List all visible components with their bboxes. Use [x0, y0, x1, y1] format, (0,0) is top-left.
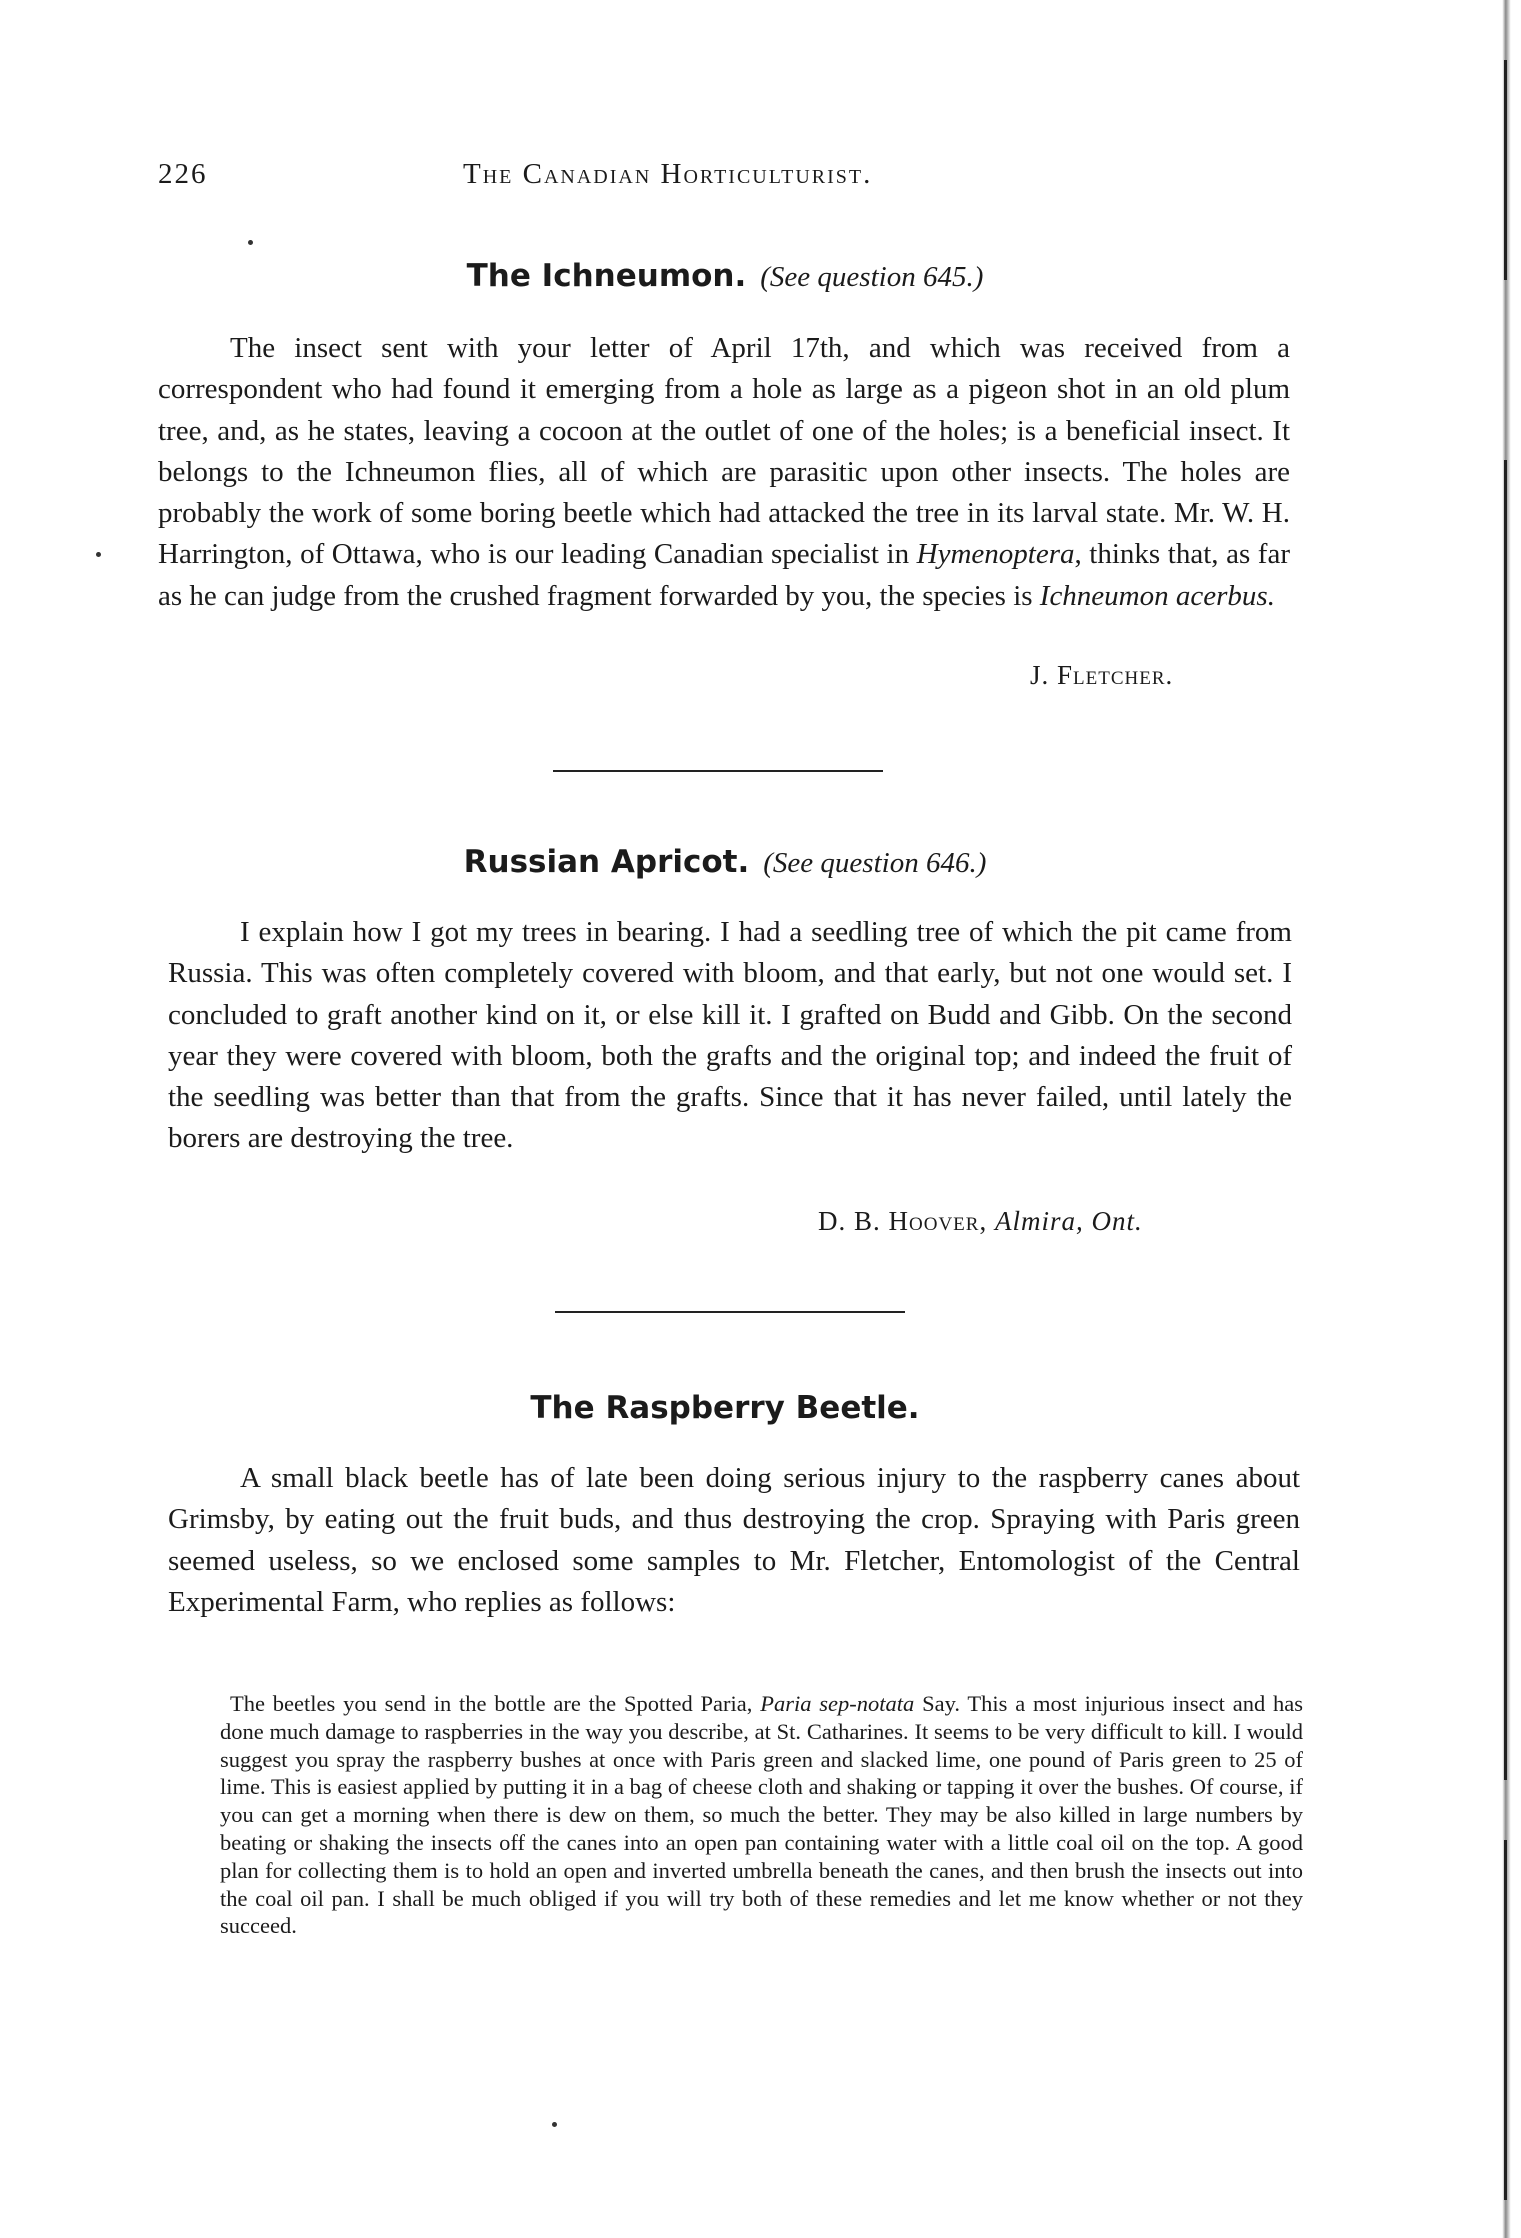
russian-apricot-signature-place: Almira, Ont. — [994, 1206, 1143, 1236]
binding-mark — [1504, 60, 1507, 280]
quote-species-name: Paria sep-notata — [760, 1691, 915, 1716]
section-divider — [555, 1311, 905, 1313]
section-title-raspberry-beetle — [150, 1390, 1300, 1426]
quote-text-part2: Say. This a most injurious insect and has done much damage to raspberries in the way you describe, at St. Catharines. It seems to be very difficult to kill. I would suggest you spray the raspberry bushes at once with Paris green and slacked lime, one pound of Paris green to 25 of lime. This is easiest applied by putting it in a bag of cheese cloth and shaking or tapping it over the bushes. Of course, if you can get a morning when there is dew on them, so much the better. They may be also killed in large numbers by beating or shaking the insects off the canes into an open pan containing water with a little coal oil on the top. A good plan for collecting them is to hold an open and inverted umbrella beneath the canes, and then brush the insects out into the coal oil pan. I shall be much obliged if you will try both of these remedies and let me know whether or not they succeed. — [220, 1691, 1304, 1939]
page-number: 226 — [158, 158, 208, 190]
fletcher-reply-quote — [220, 1690, 1303, 1940]
quote-text-part1: The beetles you send in the bottle are the Spotted Paria, — [230, 1691, 761, 1716]
page-header — [158, 158, 1308, 198]
ichneumon-text-part1: The insect sent with your letter of April 17th, and which was received from a correspondent who had found it emerging from a hole as large as a pigeon shot in an old plum tree, and, as he states, leaving a cocoon at the outlet of one of the holes; is a beneficial insect. It belongs to the Ichneumon flies, all of which are parasitic upon other insects. The holes are probably the work of some boring beetle which had attacked the tree in its larval state. Mr. W. H. Harrington, of Ottawa, who is our leading Canadian specialist in — [158, 332, 1290, 571]
ichneumon-signature: J. Fletcher. — [1030, 660, 1174, 690]
russian-apricot-title: Russian Apricot. — [463, 844, 750, 880]
raspberry-beetle-paragraph: A small black beetle has of late been doing serious injury to the raspberry canes about Grimsby, by eating out the fruit buds, and thus destroying the crop. Spraying with Paris green seemed useless, so we enclosed some samples to Mr. Fletcher, Entomologist of the Central Experimental Farm, who replies as follows: — [168, 1462, 1300, 1618]
section-title-ichneumon — [150, 258, 1300, 294]
ichneumon-species-name: Ichneumon acerbus. — [1039, 579, 1275, 612]
section-divider — [553, 770, 883, 772]
binding-mark — [1504, 1840, 1507, 2200]
ichneumon-order-name: Hymenoptera — [916, 538, 1075, 571]
speck — [96, 552, 101, 557]
binding-mark — [1504, 460, 1507, 1780]
section-title-russian-apricot — [150, 844, 1300, 880]
ichneumon-paragraph — [158, 328, 1290, 617]
russian-apricot-signature-name: D. B. Hoover, — [818, 1206, 988, 1236]
speck — [248, 240, 253, 245]
russian-apricot-question-reference: (See question 646.) — [763, 847, 987, 879]
ichneumon-title: The Ichneumon. — [466, 258, 747, 294]
russian-apricot-paragraph: I explain how I got my trees in bearing. I had a seedling tree of which the pit came from Russia. This was often completely covered with bloom, and that early, but not one would set. I concluded to graft another kind on it, or else kill it. I grafted on Budd and Gibb. On the second year they were covered with bloom, both the grafts and the original top; and indeed the fruit of the seedling was better than that from the grafts. Since that it has never failed, until lately the borers are destroying the tree. — [168, 916, 1292, 1155]
ichneumon-question-reference: (See question 645.) — [760, 261, 984, 293]
speck — [552, 2122, 557, 2127]
raspberry-beetle-title: The Raspberry Beetle. — [530, 1390, 920, 1426]
russian-apricot-signature — [818, 1206, 1143, 1237]
ichneumon-text-part2: , thinks that, as far as he can judge from the crushed fragment forwarded by you, the species is — [158, 538, 1290, 612]
running-title: The Canadian Horticulturist. — [463, 158, 873, 190]
